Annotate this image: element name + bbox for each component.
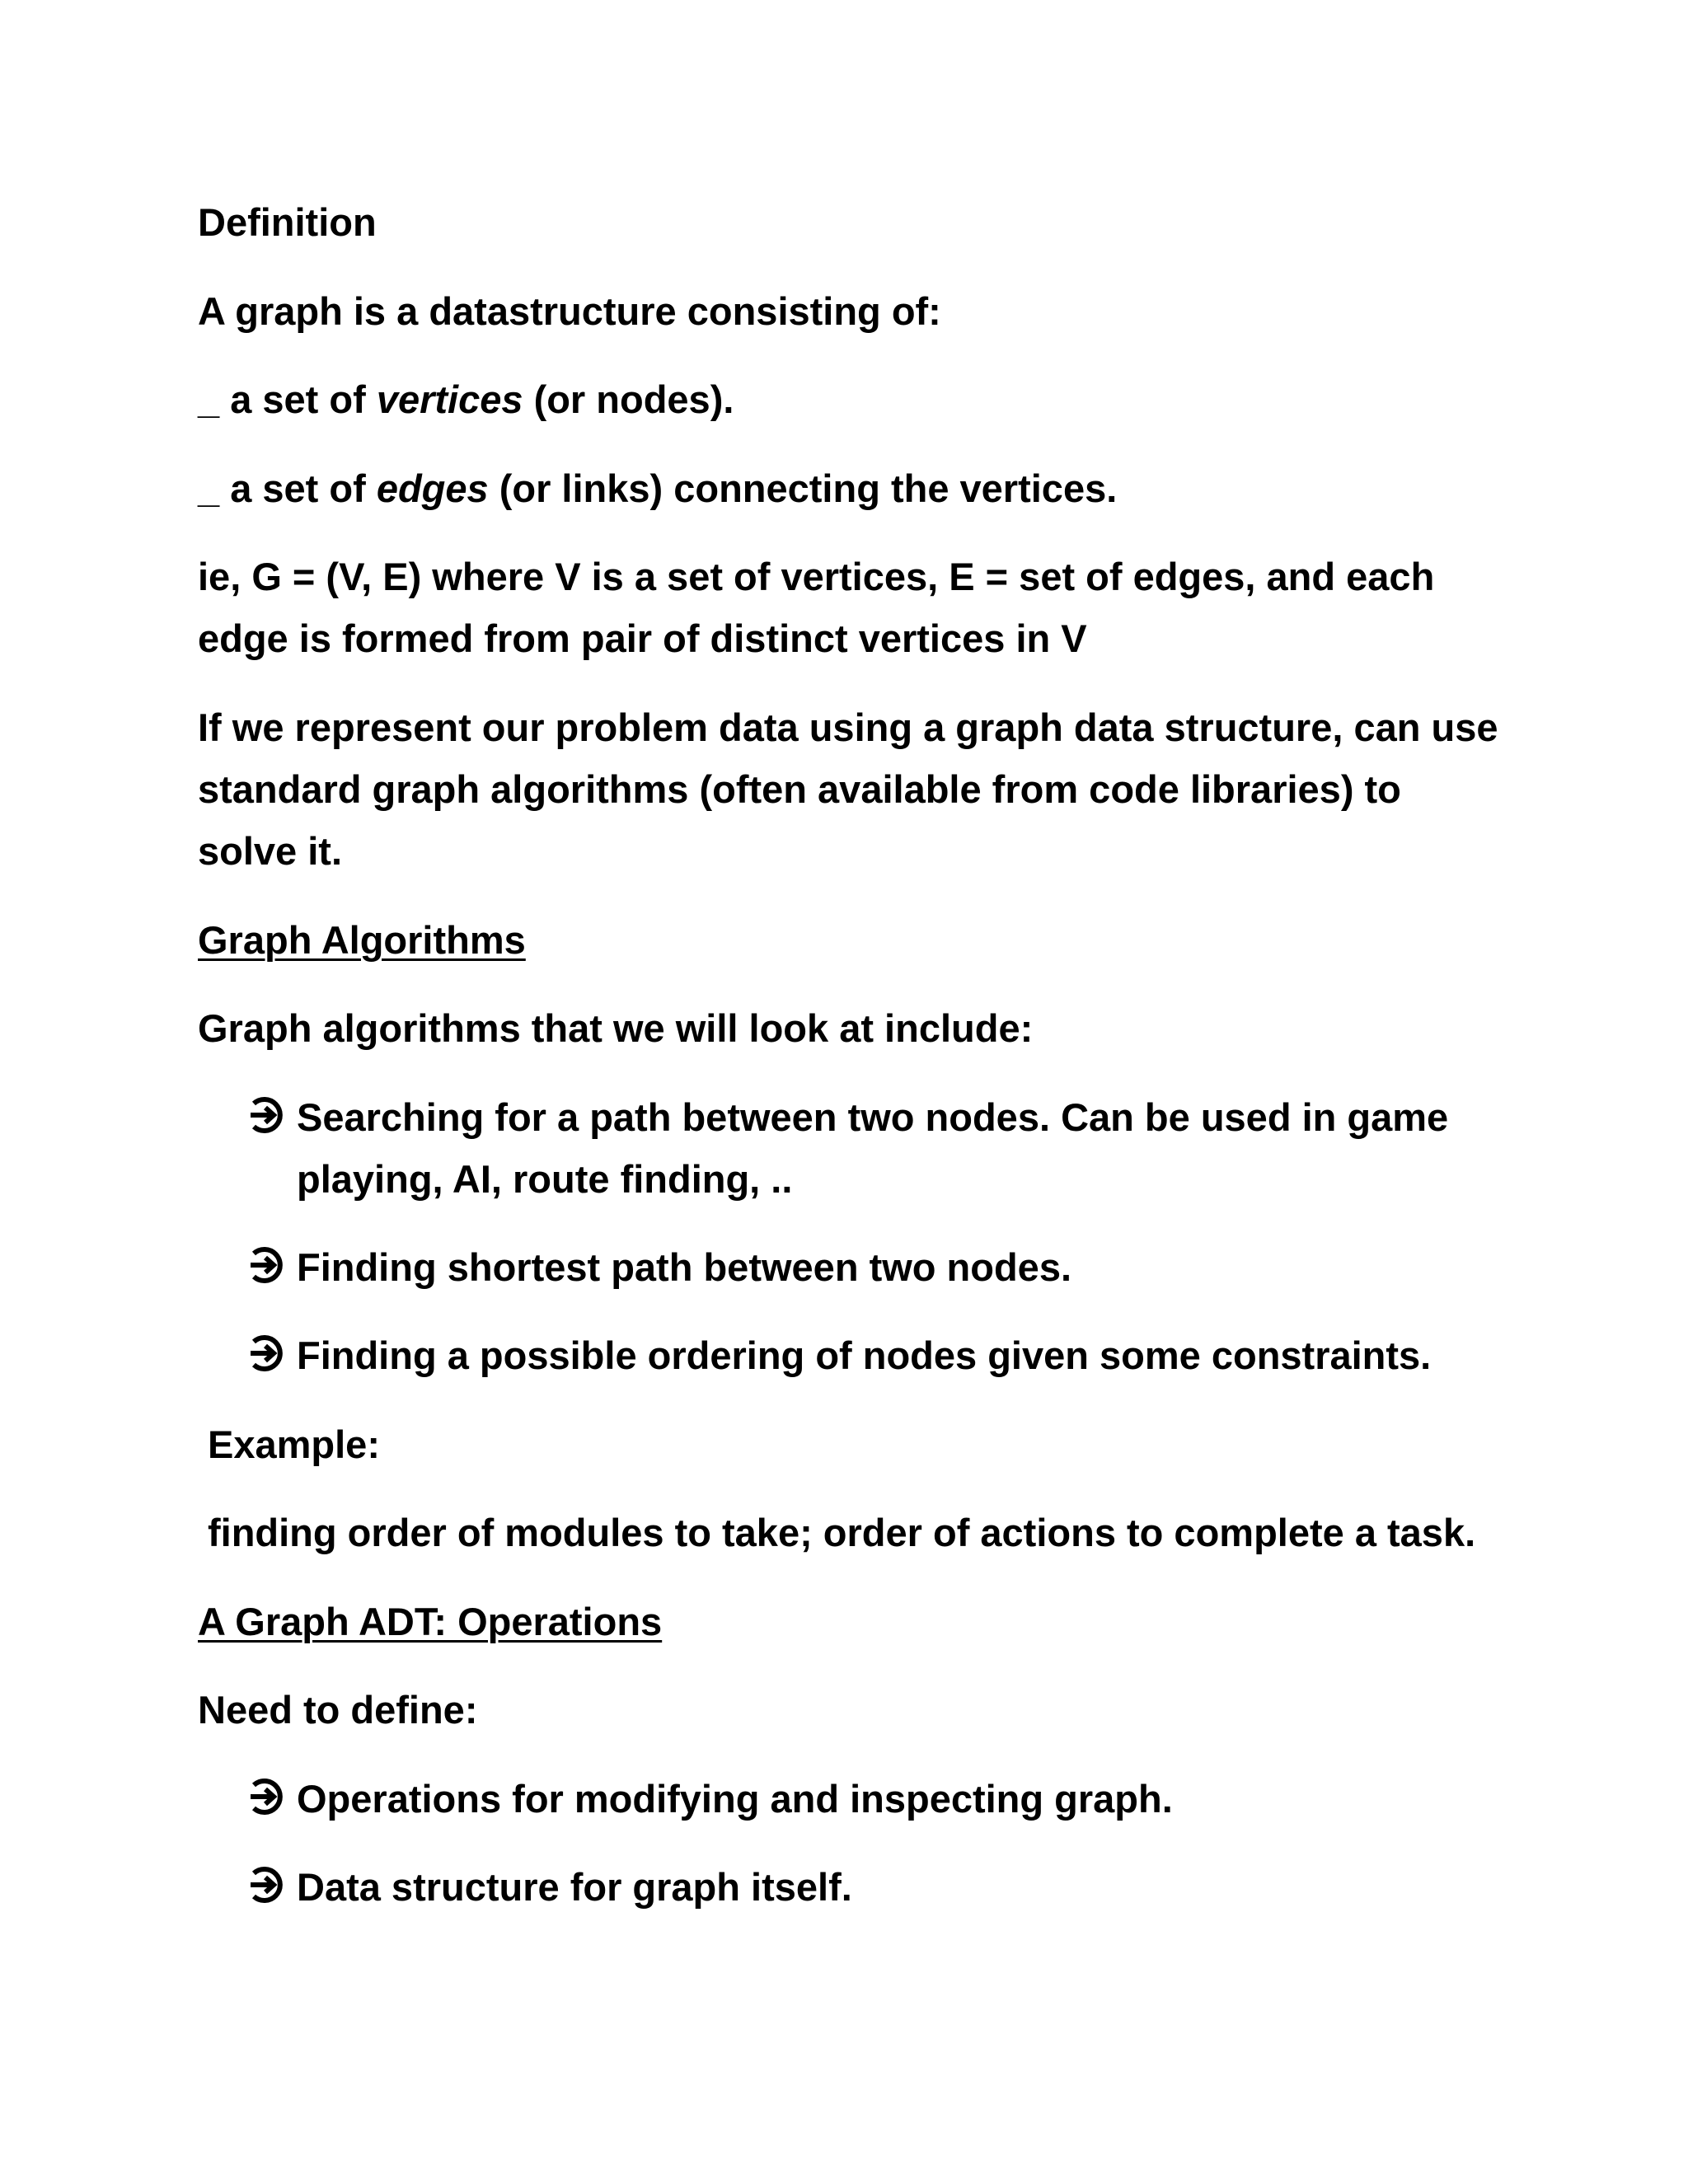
vertices-prefix: _ a set of — [198, 377, 377, 421]
algorithms-intro: Graph algorithms that we will look at include: — [198, 1006, 1034, 1050]
example-label: Example: — [208, 1422, 380, 1466]
circled-right-arrow-icon — [247, 1246, 285, 1284]
adt-item-2 — [247, 1856, 1533, 1918]
circled-right-arrow-icon — [247, 1778, 285, 1816]
heading-graph-adt: A Graph ADT: Operations — [198, 1600, 663, 1643]
vertices-suffix: (or nodes). — [523, 377, 734, 421]
heading-graph-algorithms: Graph Algorithms — [198, 918, 526, 962]
representation-paragraph: If we represent our problem data using a graph data structure, can use standard graph algorithms (often available from code libraries) to solve it. — [198, 705, 1498, 873]
adt-item-2-text: Data structure for graph itself. — [297, 1865, 852, 1909]
edges-term: edges — [376, 466, 489, 510]
algorithm-item-3-text: Finding a possible ordering of nodes given some constraints. — [297, 1333, 1432, 1377]
definition-intro: A graph is a datastructure consisting of: — [198, 289, 941, 333]
example-text: finding order of modules to take; order of actions to complete a task. — [208, 1511, 1476, 1554]
vertices-line — [198, 368, 734, 430]
edges-suffix: (or links) connecting the vertices. — [488, 466, 1118, 510]
circled-right-arrow-icon — [247, 1096, 285, 1134]
adt-item-1-text: Operations for modifying and inspecting graph. — [297, 1777, 1173, 1821]
edges-line — [198, 457, 1117, 519]
edges-prefix: _ a set of — [198, 466, 377, 510]
circled-right-arrow-icon — [247, 1334, 285, 1372]
algorithm-item-2-text: Finding shortest path between two nodes. — [297, 1245, 1072, 1289]
algorithm-item-1 — [247, 1086, 1500, 1210]
adt-intro: Need to define: — [198, 1688, 478, 1732]
heading-definition: Definition — [198, 200, 377, 244]
algorithm-item-2 — [247, 1236, 1533, 1298]
algorithm-item-1-text: Searching for a path between two nodes. Can be used in game playing, AI, route finding, .. — [297, 1095, 1449, 1201]
circled-right-arrow-icon — [247, 1866, 285, 1904]
formal-definition: ie, G = (V, E) where V is a set of vertices, E = set of edges, and each edge is formed from pair of distinct vertices in V — [198, 555, 1435, 660]
algorithm-item-3 — [247, 1324, 1533, 1386]
vertices-term: vertices — [376, 377, 523, 421]
adt-item-1 — [247, 1768, 1533, 1830]
